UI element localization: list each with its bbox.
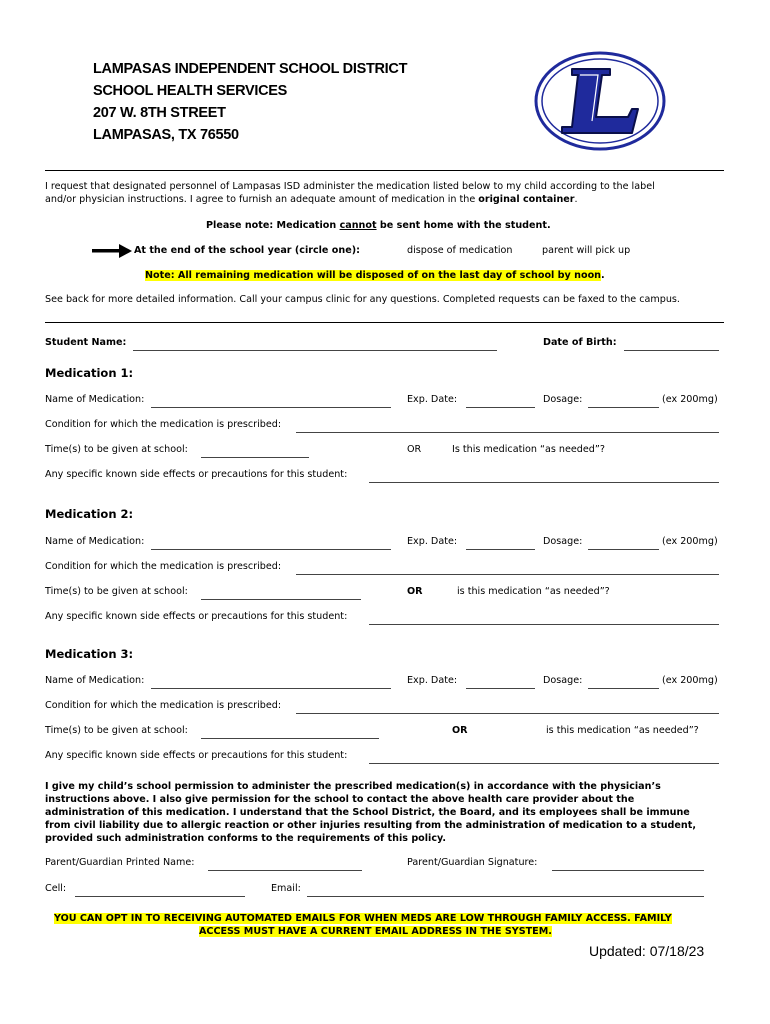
med2-or: OR <box>407 586 423 597</box>
med1-name-label: Name of Medication: <box>45 394 145 405</box>
parent-signature-label: Parent/Guardian Signature: <box>407 857 538 868</box>
med1-dosage-example: (ex 200mg) <box>662 394 718 405</box>
med3-times-field[interactable] <box>201 724 379 743</box>
med3-name-field[interactable] <box>151 674 391 693</box>
disposal-note-end: . <box>600 270 605 281</box>
med3-or: OR <box>452 725 468 736</box>
med1-times-label: Time(s) to be given at school: <box>45 444 188 455</box>
med2-name-field[interactable] <box>151 535 391 554</box>
med1-condition-label: Condition for which the medication is prescribed: <box>45 419 282 430</box>
med3-name-label: Name of Medication: <box>45 675 145 686</box>
intro-text-line-2 <box>45 193 578 206</box>
med1-dosage-label: Dosage: <box>543 394 583 405</box>
med3-dosage-example: (ex 200mg) <box>662 675 718 686</box>
med3-times-label: Time(s) to be given at school: <box>45 725 188 736</box>
notice-post: be sent home with the student. <box>376 220 551 231</box>
med3-condition-label: Condition for which the medication is prescribed: <box>45 700 282 711</box>
right-arrow-icon <box>92 243 132 262</box>
med1-or: OR <box>407 444 422 455</box>
disposal-note <box>145 269 605 282</box>
opt-in-line-1-highlight: YOU CAN OPT IN TO RECEIVING AUTOMATED EMAILS FOR WHEN MEDS ARE LOW THROUGH FAMILY ACCESS. FAMILY <box>54 913 672 924</box>
med2-exp-label: Exp. Date: <box>407 536 458 547</box>
see-back-text: See back for more detailed information. Call your campus clinic for any questions. Completed requests can be faxed to the campus. <box>45 294 680 305</box>
street-address: 207 W. 8TH STREET <box>93 105 226 121</box>
permission-line-5: provided such administration conforms to the requirements of this policy. <box>45 833 447 844</box>
med1-condition-field[interactable] <box>296 418 719 437</box>
medication-1-heading: Medication 1: <box>45 366 134 380</box>
medication-2-heading: Medication 2: <box>45 507 134 521</box>
notice-pre: Please note: Medication <box>206 220 340 231</box>
med2-times-label: Time(s) to be given at school: <box>45 586 188 597</box>
section-divider <box>45 322 724 323</box>
med1-times-field[interactable] <box>201 443 309 462</box>
city-state-zip: LAMPASAS, TX 76550 <box>93 127 239 143</box>
student-name-label: Student Name: <box>45 337 127 348</box>
med3-exp-label: Exp. Date: <box>407 675 458 686</box>
original-container-emphasis: original container <box>478 194 575 205</box>
med3-dosage-field[interactable] <box>588 674 659 693</box>
opt-in-line-2 <box>199 925 552 938</box>
intro-text-line-1: I request that designated personnel of Lampasas ISD administer the medication listed below to my child according to the label <box>45 181 655 192</box>
header-divider <box>45 170 724 171</box>
notice-cannot: cannot <box>339 220 377 231</box>
permission-line-4: from civil liability due to allergic reaction or other injuries resulting from the administration of medication to a student, <box>45 820 696 831</box>
cell-field[interactable] <box>75 882 245 901</box>
parent-signature-field[interactable] <box>552 856 704 875</box>
med2-dosage-field[interactable] <box>588 535 659 554</box>
dob-label: Date of Birth: <box>543 337 617 348</box>
med2-side-effects-field[interactable] <box>369 610 719 629</box>
med1-name-field[interactable] <box>151 393 391 412</box>
please-note <box>206 219 551 232</box>
cell-label: Cell: <box>45 883 67 894</box>
permission-line-2: instructions above. I also give permission for the school to contact the above health care provider about the <box>45 794 635 805</box>
med2-as-needed: is this medication “as needed”? <box>457 586 610 597</box>
intro-text-part: and/or physician instructions. I agree to furnish an adequate amount of medication in the <box>45 194 479 205</box>
email-label: Email: <box>271 883 301 894</box>
email-field[interactable] <box>307 882 704 901</box>
medication-3-heading: Medication 3: <box>45 647 134 661</box>
option-dispose[interactable]: dispose of medication <box>407 245 513 256</box>
med2-condition-field[interactable] <box>296 560 719 579</box>
med1-dosage-field[interactable] <box>588 393 659 412</box>
district-name: LAMPASAS INDEPENDENT SCHOOL DISTRICT <box>93 61 408 77</box>
parent-printed-name-field[interactable] <box>208 856 362 875</box>
med3-side-effects-field[interactable] <box>369 749 719 768</box>
permission-line-3: administration of this medication. I understand that the School District, the Board, and its employees shall be immune <box>45 807 690 818</box>
intro-text-end: . <box>574 194 578 205</box>
opt-in-line-2-highlight: ACCESS MUST HAVE A CURRENT EMAIL ADDRESS IN THE SYSTEM. <box>199 926 552 937</box>
med1-side-effects-label: Any specific known side effects or precautions for this student: <box>45 469 348 480</box>
opt-in-line-1 <box>54 912 672 925</box>
med2-condition-label: Condition for which the medication is prescribed: <box>45 561 282 572</box>
med2-name-label: Name of Medication: <box>45 536 145 547</box>
student-name-field[interactable] <box>133 336 497 355</box>
med2-exp-field[interactable] <box>466 535 535 554</box>
disposal-note-highlight: Note: All remaining medication will be disposed of on the last day of school by noon <box>145 270 601 281</box>
med3-exp-field[interactable] <box>466 674 535 693</box>
med1-as-needed: Is this medication “as needed”? <box>452 444 605 455</box>
department-name: SCHOOL HEALTH SERVICES <box>93 83 288 99</box>
med2-dosage-label: Dosage: <box>543 536 583 547</box>
dob-field[interactable] <box>624 336 719 355</box>
med1-exp-field[interactable] <box>466 393 535 412</box>
option-parent-pickup[interactable]: parent will pick up <box>542 245 631 256</box>
end-of-year-label: At the end of the school year (circle one): <box>134 245 360 256</box>
med2-side-effects-label: Any specific known side effects or precautions for this student: <box>45 611 348 622</box>
parent-printed-name-label: Parent/Guardian Printed Name: <box>45 857 195 868</box>
med3-side-effects-label: Any specific known side effects or precautions for this student: <box>45 750 348 761</box>
med3-as-needed: is this medication “as needed”? <box>546 725 699 736</box>
district-logo-icon <box>532 49 668 153</box>
updated-date: Updated: 07/18/23 <box>589 943 705 959</box>
med3-dosage-label: Dosage: <box>543 675 583 686</box>
med1-exp-label: Exp. Date: <box>407 394 458 405</box>
med2-dosage-example: (ex 200mg) <box>662 536 718 547</box>
med2-times-field[interactable] <box>201 585 361 604</box>
permission-line-1: I give my child’s school permission to administer the prescribed medication(s) in accordance with the physician’s <box>45 781 661 792</box>
med1-side-effects-field[interactable] <box>369 468 719 487</box>
med3-condition-field[interactable] <box>296 699 719 718</box>
